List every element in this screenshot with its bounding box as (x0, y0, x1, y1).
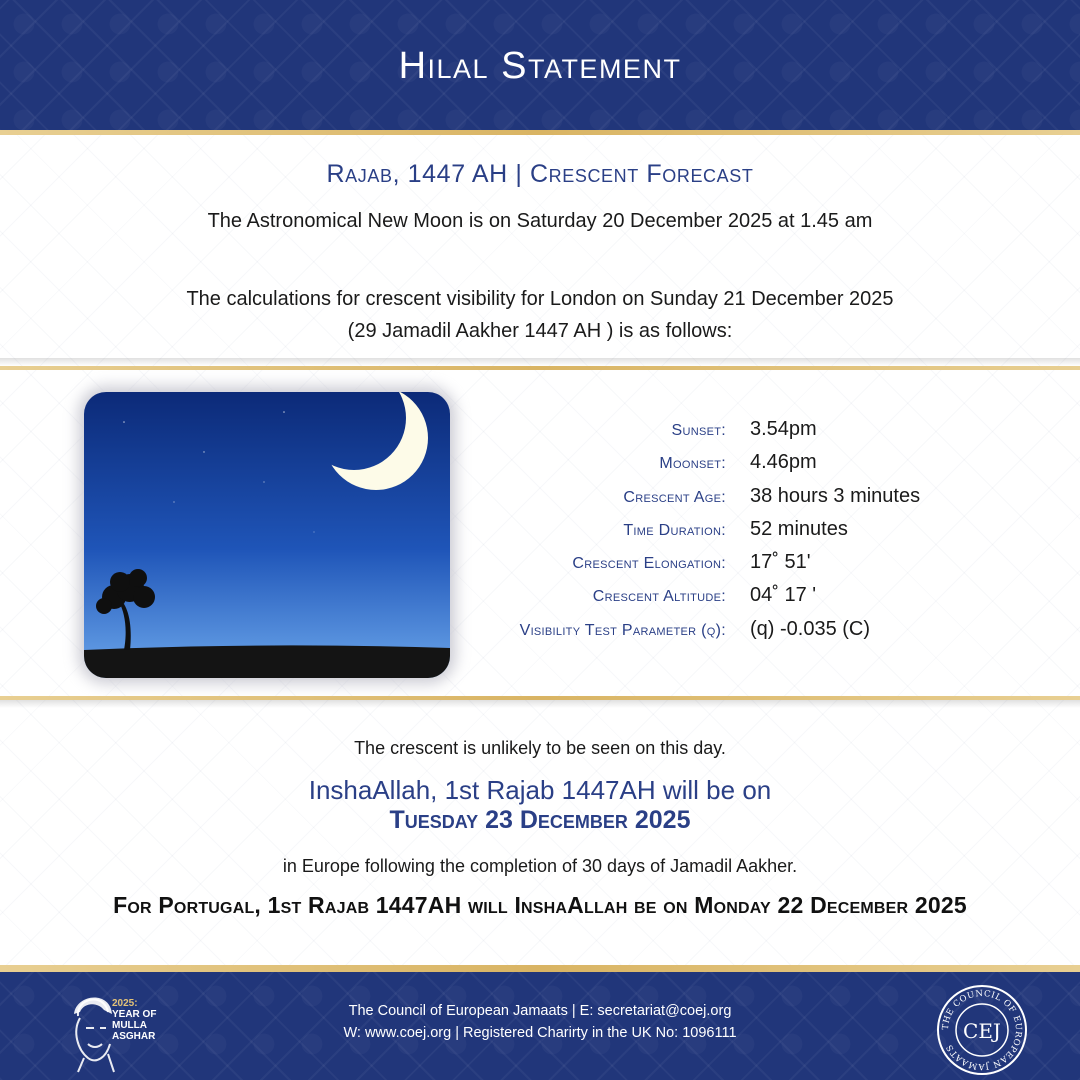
portugal-statement: For Portugal, 1st Rajab 1447AH will InshaAllah be on Monday 22 December 2025 (113, 892, 967, 918)
crescent-moon-night-sky-image (84, 392, 450, 678)
detail-value: 4.46pm (750, 451, 817, 474)
header-banner (0, 0, 1080, 132)
inshaallah-line-1: InshaAllah, 1st Rajab 1447AH will be on (308, 775, 772, 805)
detail-value: 38 hours 3 minutes (750, 484, 921, 507)
unlikely-statement: The crescent is unlikely to be seen on this day. (354, 738, 726, 758)
detail-row-crescent-age (500, 485, 1040, 518)
crescent-moon-image (84, 392, 450, 678)
year-label-year: 2025: (112, 998, 138, 1009)
detail-row-crescent-altitude (500, 584, 1040, 617)
footer-gold-divider (0, 965, 1080, 972)
detail-value: 17˚ 51' (750, 551, 811, 574)
detail-value: (q) -0.035 (C) (750, 617, 871, 640)
detail-label: Moonset: (659, 455, 726, 473)
detail-row-crescent-elongation (500, 551, 1040, 584)
year-label-line-3: ASGHAR (112, 1031, 156, 1042)
calculation-intro-line-2: (29 Jamadil Aakher 1447 AH ) is as follows: (347, 320, 733, 342)
detail-label: Crescent Altitude: (592, 588, 726, 606)
year-label-line-1: YEAR OF (112, 1009, 157, 1020)
detail-value: 3.54pm (750, 418, 817, 440)
detail-label: Time Duration: (623, 521, 726, 539)
detail-row-visibility-parameter (500, 618, 1040, 651)
coej-seal-icon (936, 984, 1028, 1076)
new-moon-text: The Astronomical New Moon is on Saturday 20 December 2025 at 1.45 am (207, 210, 873, 232)
detail-label: Crescent Age: (623, 488, 726, 506)
year-of-mulla-asghar-label (112, 998, 182, 1042)
europe-statement: in Europe following the completion of 30 days of Jamadil Aakher. (282, 856, 798, 876)
section-shadow-top (0, 358, 1080, 366)
detail-row-moonset (500, 451, 1040, 484)
detail-value: 04˚ 17 ' (750, 584, 817, 607)
visibility-details-table (500, 418, 1040, 651)
seal-text: THE COUNCIL OF EUROPEAN JAMAATS (940, 988, 1024, 1072)
detail-label: Visibility Test Parameter (q): (519, 621, 726, 639)
forecast-subtitle: Rajab, 1447 AH | Crescent Forecast (326, 160, 754, 188)
inshaallah-date: Tuesday 23 December 2025 (389, 806, 691, 834)
section-gold-divider-top (0, 366, 1080, 370)
page-title: Hilal Statement (398, 44, 682, 87)
detail-row-sunset (500, 418, 1040, 451)
detail-row-time-duration (500, 518, 1040, 551)
footer-charity-line: W: www.coej.org | Registered Charirty in the UK No: 1096111 (343, 1025, 737, 1041)
seal-monogram: CEJ (963, 1019, 1001, 1043)
detail-label: Crescent Elongation: (572, 555, 726, 573)
detail-value: 52 minutes (750, 517, 848, 540)
calculation-intro-line-1: The calculations for crescent visibility for London on Sunday 21 December 2025 (186, 288, 894, 310)
footer-contact-line: The Council of European Jamaats | E: secretariat@coej.org (348, 1003, 732, 1019)
detail-label: Sunset: (671, 422, 726, 439)
section-shadow-bottom (0, 700, 1080, 708)
year-label-line-2: MULLA (112, 1020, 147, 1031)
